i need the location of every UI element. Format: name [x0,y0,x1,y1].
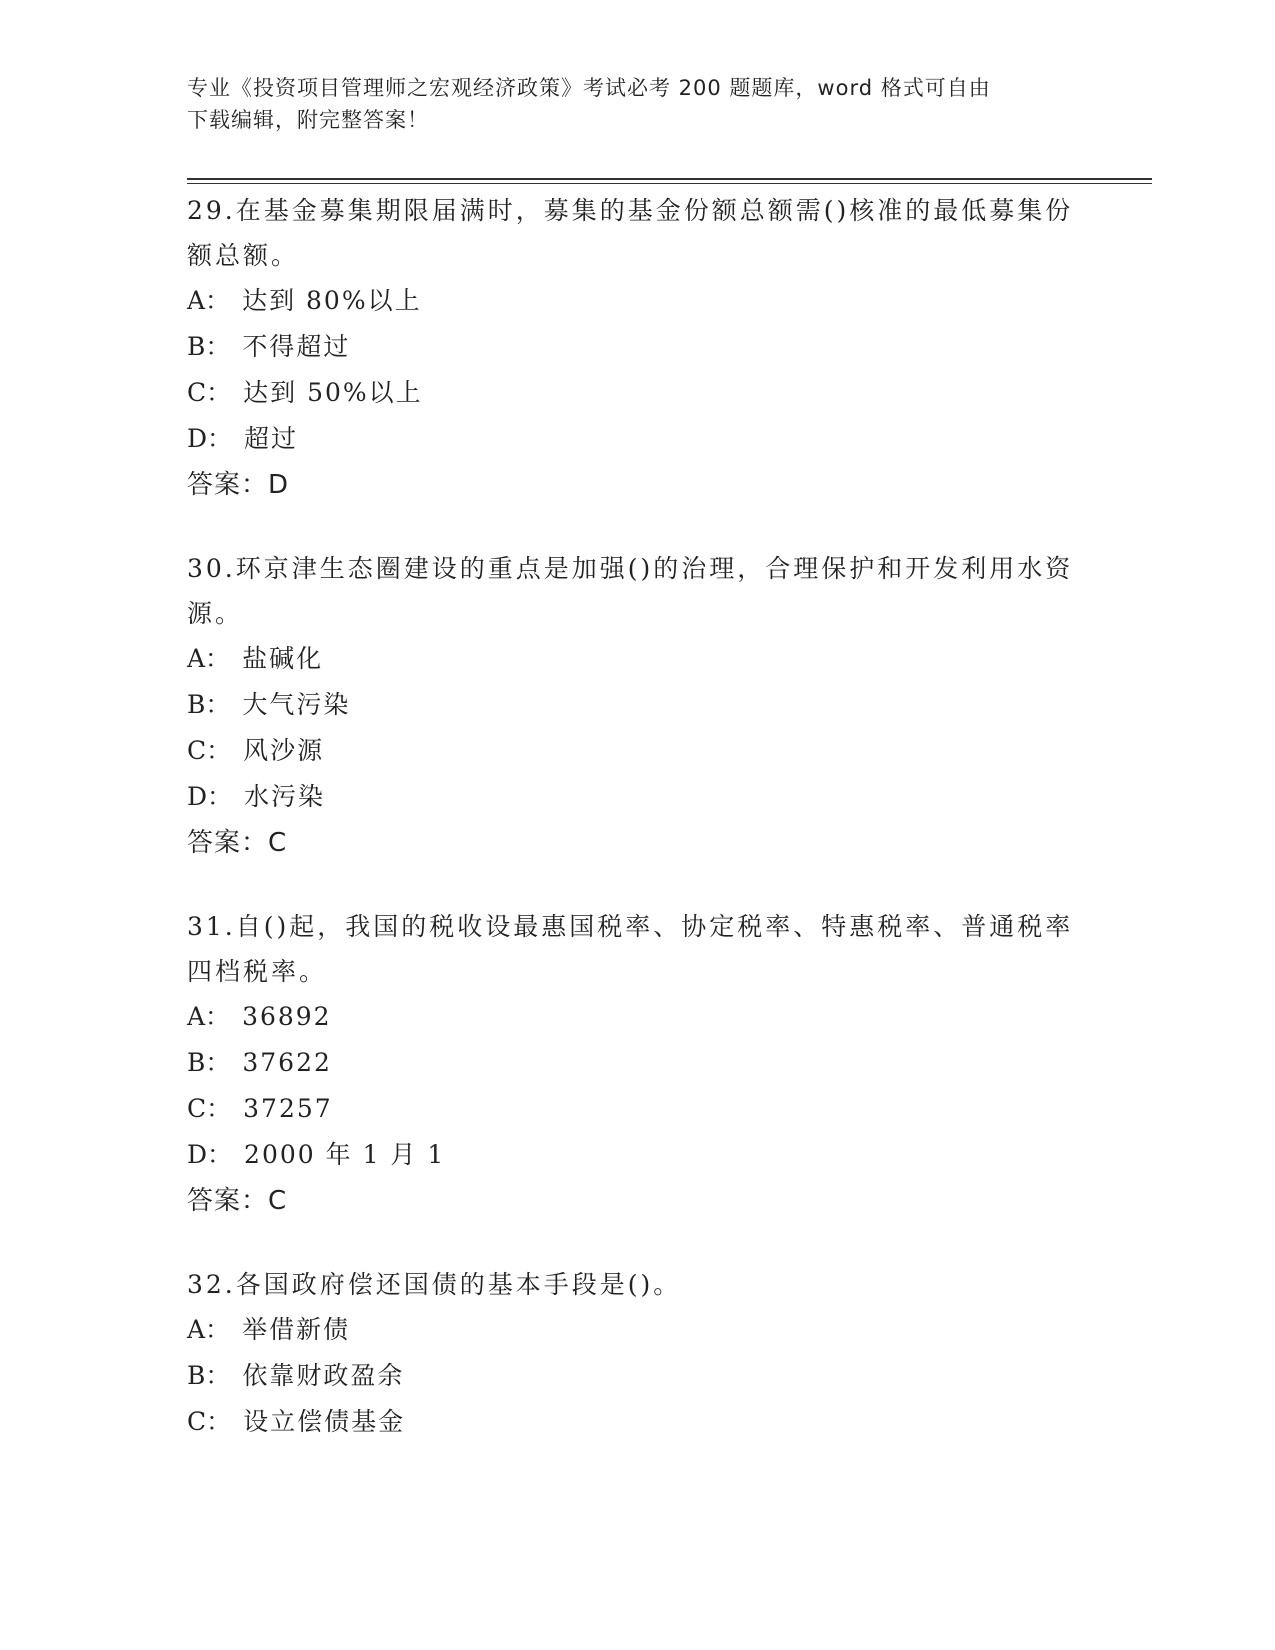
option-text: 举借新债 [242,1315,351,1344]
option-label: C： [187,378,232,407]
option-text: 36892 [242,1002,332,1031]
option-c [187,728,1087,774]
option-label: D： [187,1140,233,1169]
question-list [187,188,1087,1483]
option-text: 风沙源 [243,736,325,765]
option-a [187,278,1087,324]
option-label: B： [187,1361,231,1390]
option-d [187,1132,1087,1178]
answer: 答案：C [187,828,288,858]
option-text: 大气污染 [242,690,351,719]
option-c [187,370,1087,416]
option-b [187,1353,1087,1399]
question-stem: 29.在基金募集期限届满时，募集的基金份额总额需()核准的最低募集份额总额。 [187,196,1074,270]
question-stem: 30.环京津生态圈建设的重点是加强()的治理，合理保护和开发利用水资源。 [187,554,1074,628]
option-label: A： [187,1002,231,1031]
option-text: 水污染 [244,782,326,811]
option-text: 依靠财政盈余 [242,1361,405,1390]
option-b [187,1040,1087,1086]
option-label: D： [187,782,233,811]
option-a [187,636,1087,682]
question-30 [187,546,1087,866]
option-a [187,994,1087,1040]
option-label: A： [187,644,231,673]
option-text: 达到 50%以上 [243,378,423,407]
option-label: C： [187,736,232,765]
option-text: 设立偿债基金 [243,1407,406,1436]
option-label: D： [187,424,233,453]
question-31 [187,904,1087,1224]
option-c [187,1399,1087,1445]
option-text: 达到 80%以上 [242,286,422,315]
header-line-1: 专业《投资项目管理师之宏观经济政策》考试必考 200 题题库，word 格式可自由 [187,76,991,100]
option-label: C： [187,1407,232,1436]
answer: 答案：C [187,1186,288,1216]
header-rule-thick [187,178,1152,180]
option-text: 不得超过 [242,332,351,361]
option-label: B： [187,1048,231,1077]
question-29 [187,188,1087,508]
option-label: B： [187,332,231,361]
option-a [187,1307,1087,1353]
option-label: A： [187,286,231,315]
option-c [187,1086,1087,1132]
header-line-2: 下载编辑，附完整答案！ [187,108,429,132]
option-text: 37622 [242,1048,332,1077]
option-d [187,774,1087,820]
option-b [187,682,1087,728]
option-label: A： [187,1315,231,1344]
option-b [187,324,1087,370]
option-d [187,416,1087,462]
option-text: 盐碱化 [242,644,324,673]
question-32 [187,1262,1087,1445]
option-text: 37257 [243,1094,333,1123]
question-stem: 32.各国政府偿还国债的基本手段是()。 [187,1270,682,1299]
option-label: C： [187,1094,232,1123]
answer: 答案：D [187,470,290,500]
document-header [187,72,1077,136]
question-stem: 31.自()起，我国的税收设最惠国税率、协定税率、特惠税率、普通税率四档税率。 [187,912,1074,986]
option-text: 超过 [244,424,299,453]
option-text: 2000 年 1 月 1 [244,1140,446,1169]
header-rule-thin [187,183,1152,184]
option-label: B： [187,690,231,719]
